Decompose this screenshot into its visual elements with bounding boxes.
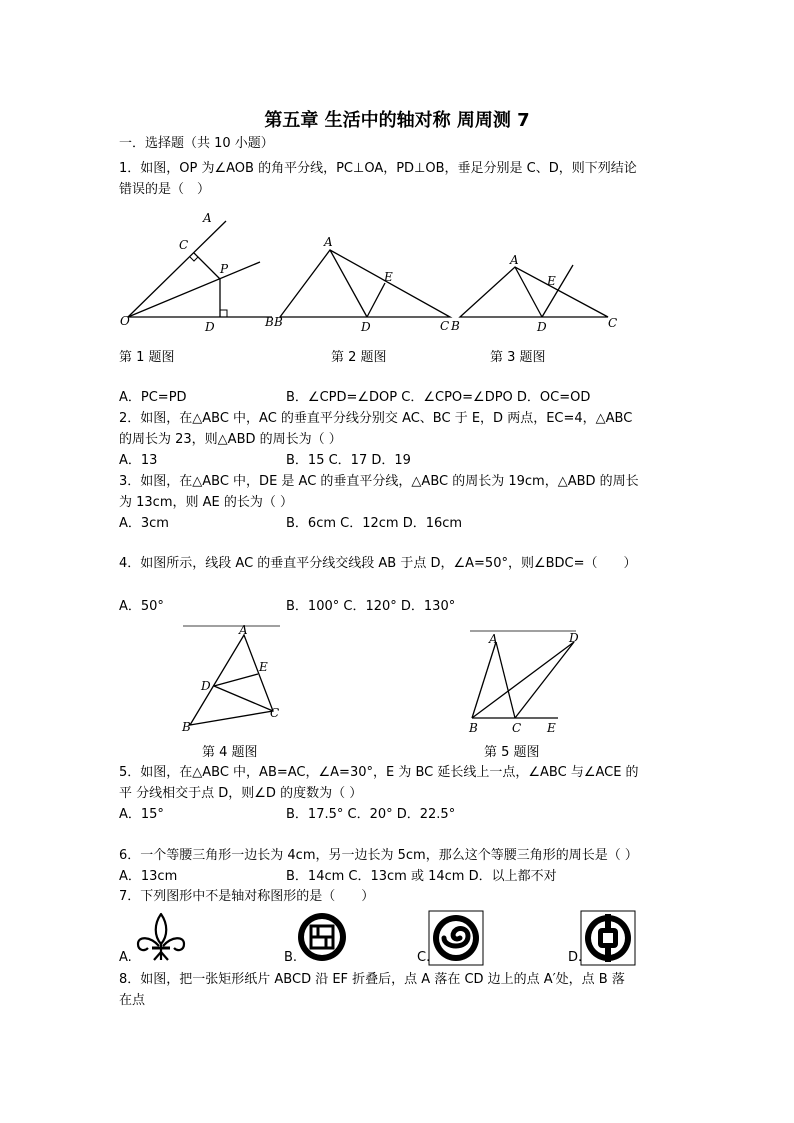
fig3-label-a: A [510,253,519,267]
fig1-label-d: D [205,320,215,334]
figure-5 [470,631,576,718]
fig3-label-e: E [547,274,556,288]
q7-option-d-label: D. [568,950,583,965]
fig5-label-a: A [489,632,498,646]
fig1-label-p: P [220,262,229,276]
fig1-label-b: B [265,315,274,329]
q1-line1: 1．如图，OP 为∠AOB 的角平分线，PC⊥OA，PD⊥OB，垂足分别是 C、D，则下列结论 [119,161,637,176]
section-heading: 一．选择题（共 10 小题） [119,136,274,151]
fig2-label-c: C [440,319,450,333]
q8-line2: 在点 [119,993,146,1008]
q1-options-bcd: B．∠CPD=∠DOP C．∠CPO=∠DPO D．OC=OD [286,390,591,405]
fig4-label-a: A [239,623,248,637]
q1-option-a: A．PC=PD [119,390,187,405]
caption-fig1: 第 1 题图 [119,350,175,365]
fig5-label-c: C [512,721,522,735]
page-title: 第五章 生活中的轴对称 周周测 7 [264,110,530,131]
fig4-label-e: E [259,660,268,674]
bank-coin-logo-icon [296,910,348,964]
fig3-label-c: C [608,316,618,330]
q7-option-c-label: C. [417,950,431,965]
q7-option-b-label: B. [284,950,298,965]
q3-line1: 3．如图，在△ABC 中，DE 是 AC 的垂直平分线，△ABC 的周长为 19cm，△ABD 的周长 [119,474,639,489]
figures-mid [170,622,590,737]
fig2-label-b: B [274,315,283,329]
fig2-label-a: A [324,235,333,249]
q5-option-a: A．15° [119,807,164,822]
figure-2 [280,250,450,317]
q4-options-bcd: B．100° C．120° D．130° [286,599,456,614]
caption-fig4: 第 4 题图 [202,745,258,760]
fig1-label-o: O [120,314,130,328]
fig5-label-b: B [469,721,478,735]
figure-3 [460,265,608,317]
fig3-label-d: D [537,320,547,334]
q7-option-a-label: A. [119,950,132,965]
fig4-label-d: D [201,679,211,693]
fig1-label-c: C [179,238,189,252]
caption-fig5: 第 5 题图 [484,745,540,760]
fig2-label-e: E [384,270,393,284]
q2-options-bcd: B．15 C．17 D．19 [286,453,411,468]
fig2-label-d: D [361,320,371,334]
fig5-label-d: D [569,631,579,645]
q2-line1: 2．如图，在△ABC 中，AC 的垂直平分线分别交 AC、BC 于 E，D 两点，EC=4，△ABC [119,411,633,426]
q4-option-a: A．50° [119,599,164,614]
q4-line1: 4．如图所示，线段 AC 的垂直平分线交线段 AB 于点 D，∠A=50°，则∠BDC=（ ） [119,556,637,571]
q7-line1: 7．下列图形中不是轴对称图形的是（ ） [119,889,375,904]
figure-4 [183,626,280,725]
fig4-label-b: B [182,720,191,734]
q3-option-a: A．3cm [119,516,169,531]
fig1-label-a: A [203,211,212,225]
bank-of-china-logo-icon [580,910,636,966]
q5-line1: 5．如图，在△ABC 中，AB=AC，∠A=30°，E 为 BC 延长线上一点，∠ABC 与∠ACE 的 [119,765,639,780]
spiral-logo-icon [428,910,484,966]
figure-1 [128,221,272,317]
fig3-label-b: B [451,319,460,333]
q3-line2: 为 13cm，则 AE 的长为（ ） [119,495,293,510]
fig4-label-c: C [270,706,280,720]
fig5-label-e: E [547,721,556,735]
figures-top [110,205,690,340]
caption-fig2: 第 2 题图 [331,350,387,365]
q3-options-bcd: B．6cm C．12cm D．16cm [286,516,463,531]
q5-options-bcd: B．17.5° C．20° D．22.5° [286,807,456,822]
q6-option-a: A．13cm [119,869,178,884]
q8-line1: 8．如图，把一张矩形纸片 ABCD 沿 EF 折叠后，点 A 落在 CD 边上的点 A′处，点 B 落 [119,972,625,987]
q5-line2: 平 分线相交于点 D，则∠D 的度数为（ ） [119,786,363,801]
q6-options-bcd: B．14cm C．13cm 或 14cm D．以上都不对 [286,869,557,884]
q6-line1: 6．一个等腰三角形一边长为 4cm，另一边长为 5cm，那么这个等腰三角形的周长是（ ） [119,848,638,863]
fleur-de-lis-icon [132,910,190,964]
q1-line2: 错误的是（ ） [119,182,211,197]
q2-option-a: A．13 [119,453,158,468]
q2-line2: 的周长为 23，则△ABD 的周长为（ ） [119,432,342,447]
caption-fig3: 第 3 题图 [490,350,546,365]
